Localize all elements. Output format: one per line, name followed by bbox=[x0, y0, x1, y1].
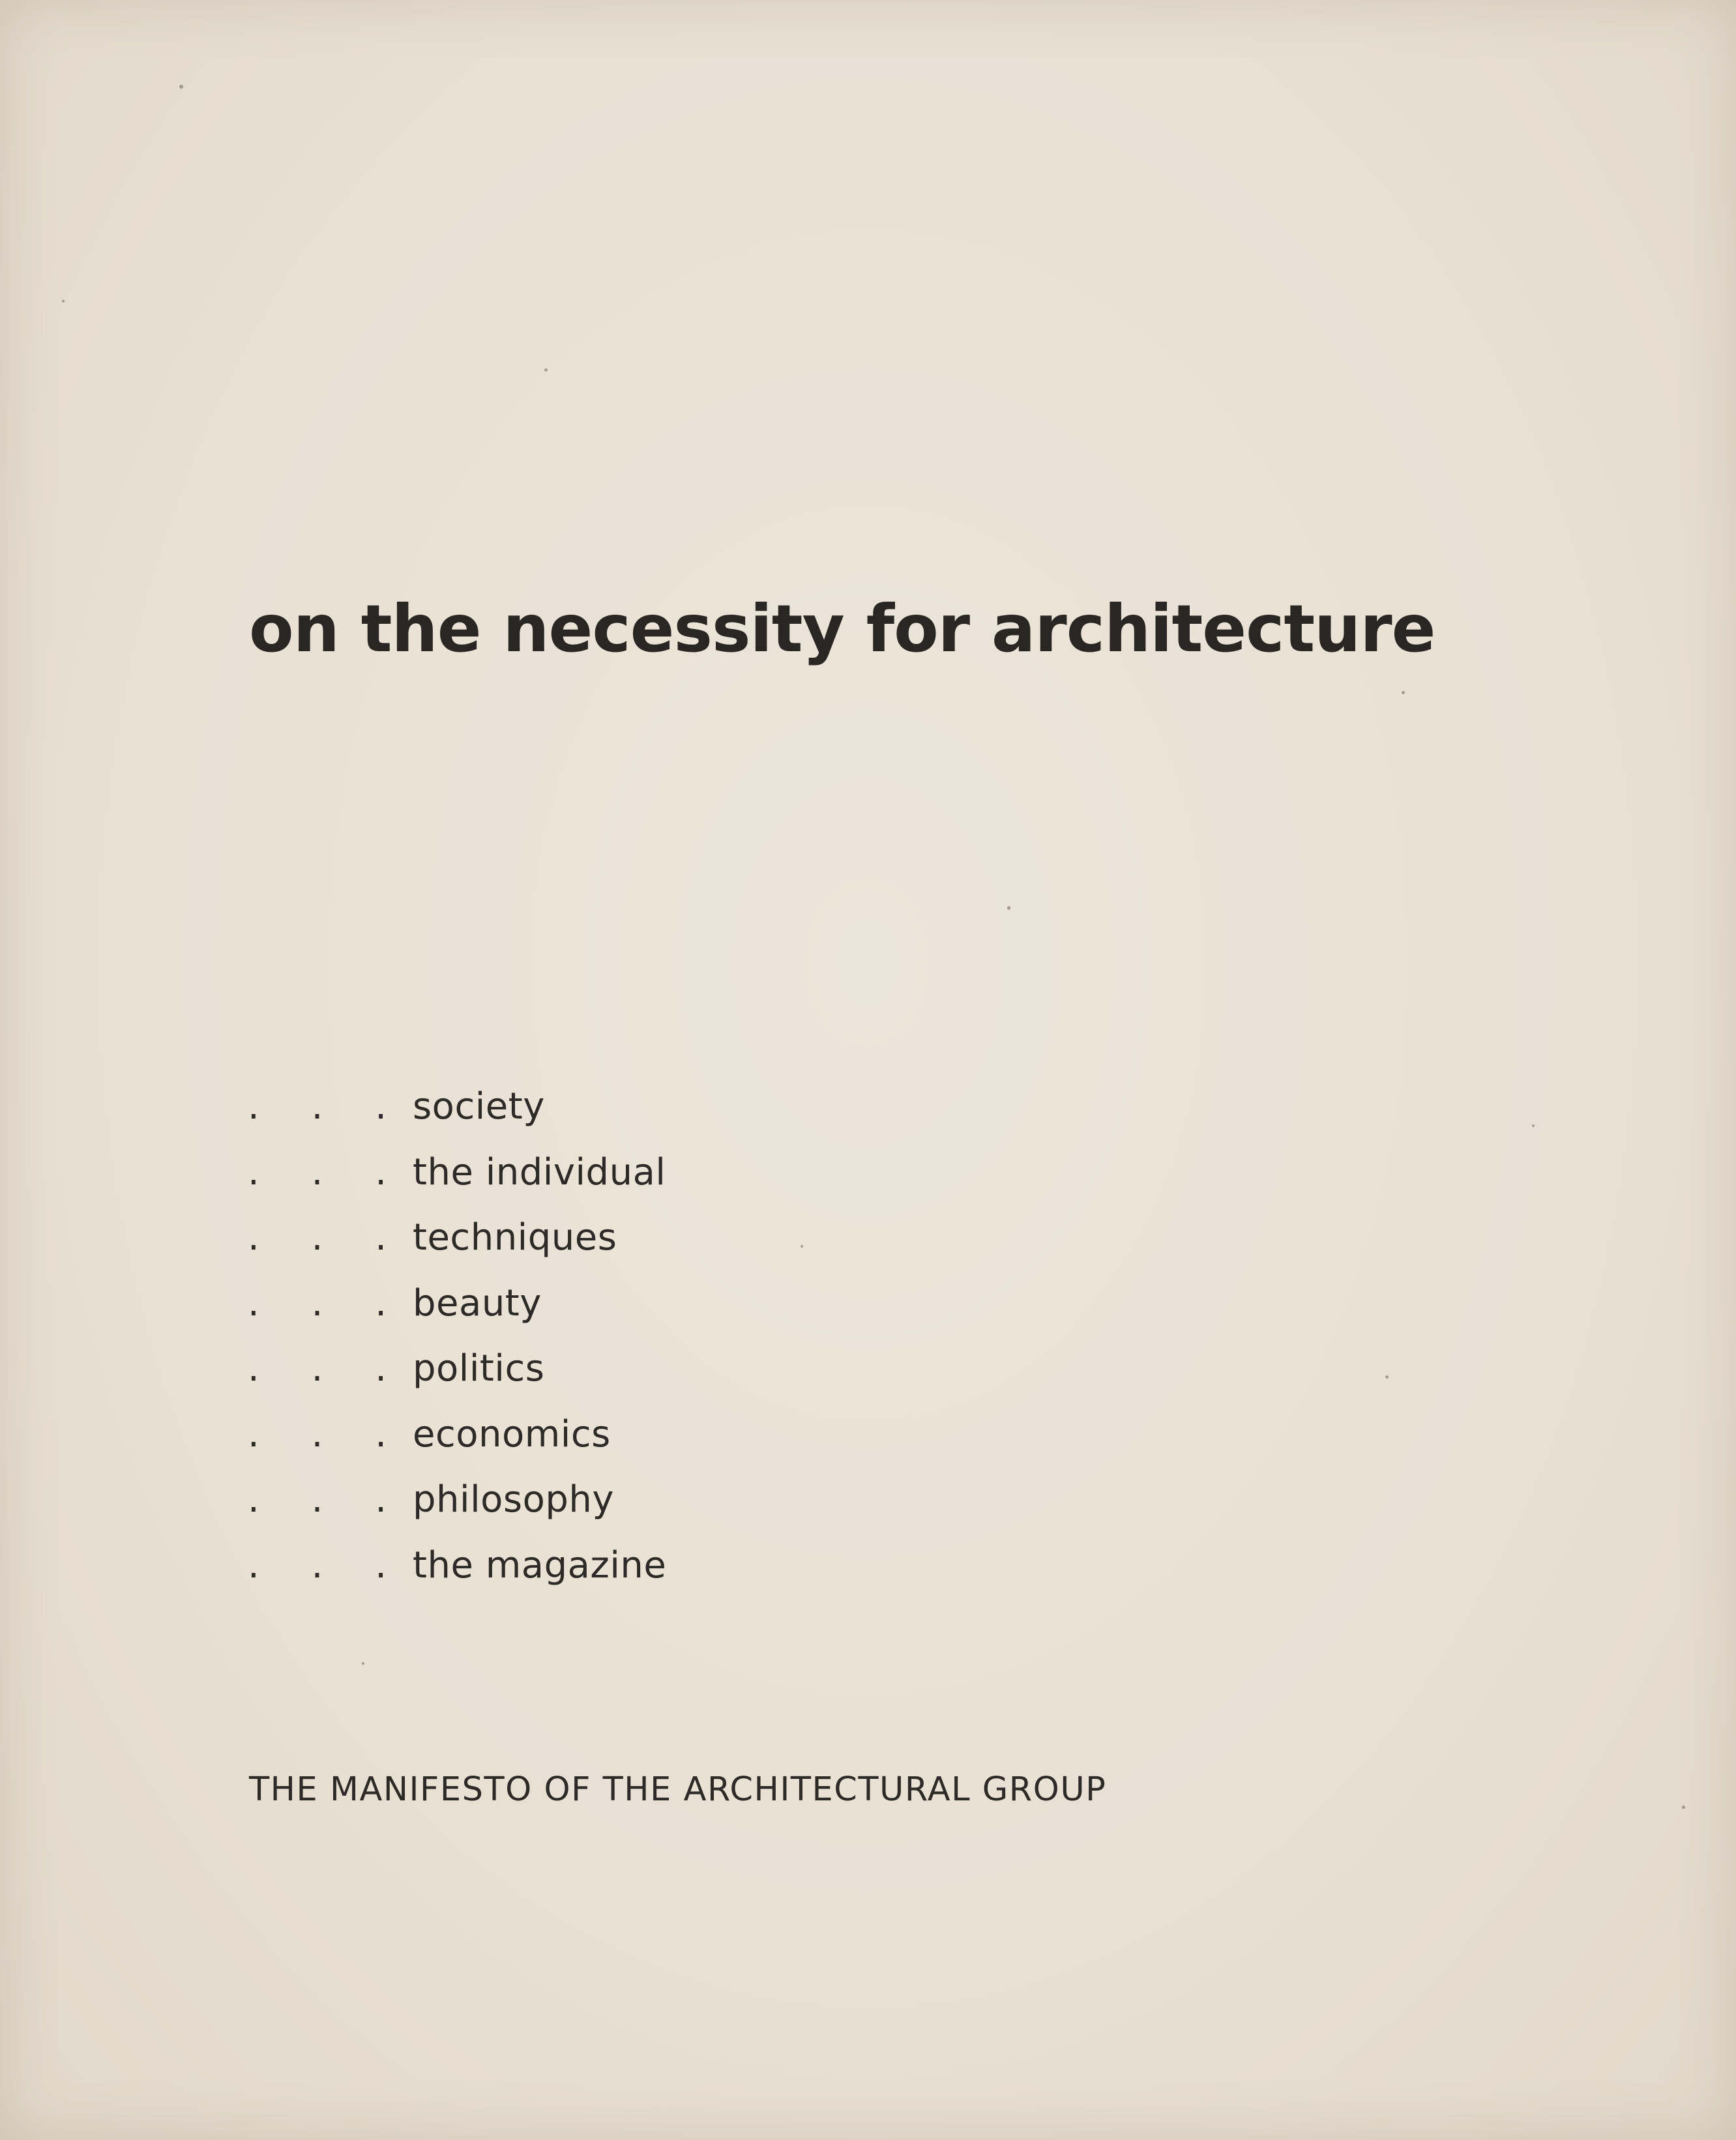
topic-label: politics bbox=[413, 1347, 545, 1390]
topic-label: philosophy bbox=[413, 1478, 615, 1521]
paper-speck bbox=[801, 1245, 803, 1248]
ellipsis-marker: . . . bbox=[248, 1347, 407, 1390]
topic-label: society bbox=[413, 1085, 545, 1128]
list-item bbox=[248, 1085, 666, 1151]
topic-list bbox=[248, 1085, 666, 1609]
topic-label: techniques bbox=[413, 1216, 617, 1259]
paper-speck bbox=[362, 1662, 364, 1665]
list-item bbox=[248, 1151, 666, 1217]
paper-speck bbox=[1007, 906, 1010, 910]
ellipsis-marker: . . . bbox=[248, 1085, 407, 1128]
ellipsis-marker: . . . bbox=[248, 1478, 407, 1521]
topic-label: the magazine bbox=[413, 1544, 667, 1587]
topic-label: the individual bbox=[413, 1151, 666, 1194]
paper-speck bbox=[1532, 1124, 1535, 1127]
list-item bbox=[248, 1347, 666, 1413]
topic-label: beauty bbox=[413, 1282, 542, 1325]
ellipsis-marker: . . . bbox=[248, 1282, 407, 1325]
paper-speck bbox=[62, 300, 65, 302]
list-item bbox=[248, 1544, 666, 1610]
paper-speck bbox=[1682, 1806, 1685, 1809]
paper-speck bbox=[1385, 1375, 1389, 1379]
ellipsis-marker: . . . bbox=[248, 1544, 407, 1587]
list-item bbox=[248, 1478, 666, 1544]
ellipsis-marker: . . . bbox=[248, 1216, 407, 1259]
list-item bbox=[248, 1216, 666, 1282]
paper-speck bbox=[179, 85, 183, 89]
paper-speck bbox=[1402, 691, 1405, 694]
manifesto-footer: THE MANIFESTO OF THE ARCHITECTURAL GROUP bbox=[249, 1770, 1107, 1809]
list-item bbox=[248, 1413, 666, 1479]
list-item bbox=[248, 1282, 666, 1348]
ellipsis-marker: . . . bbox=[248, 1413, 407, 1456]
topic-label: economics bbox=[413, 1413, 611, 1456]
document-title: on the necessity for architecture bbox=[249, 591, 1435, 667]
paper-speck bbox=[544, 368, 548, 372]
ellipsis-marker: . . . bbox=[248, 1151, 407, 1194]
